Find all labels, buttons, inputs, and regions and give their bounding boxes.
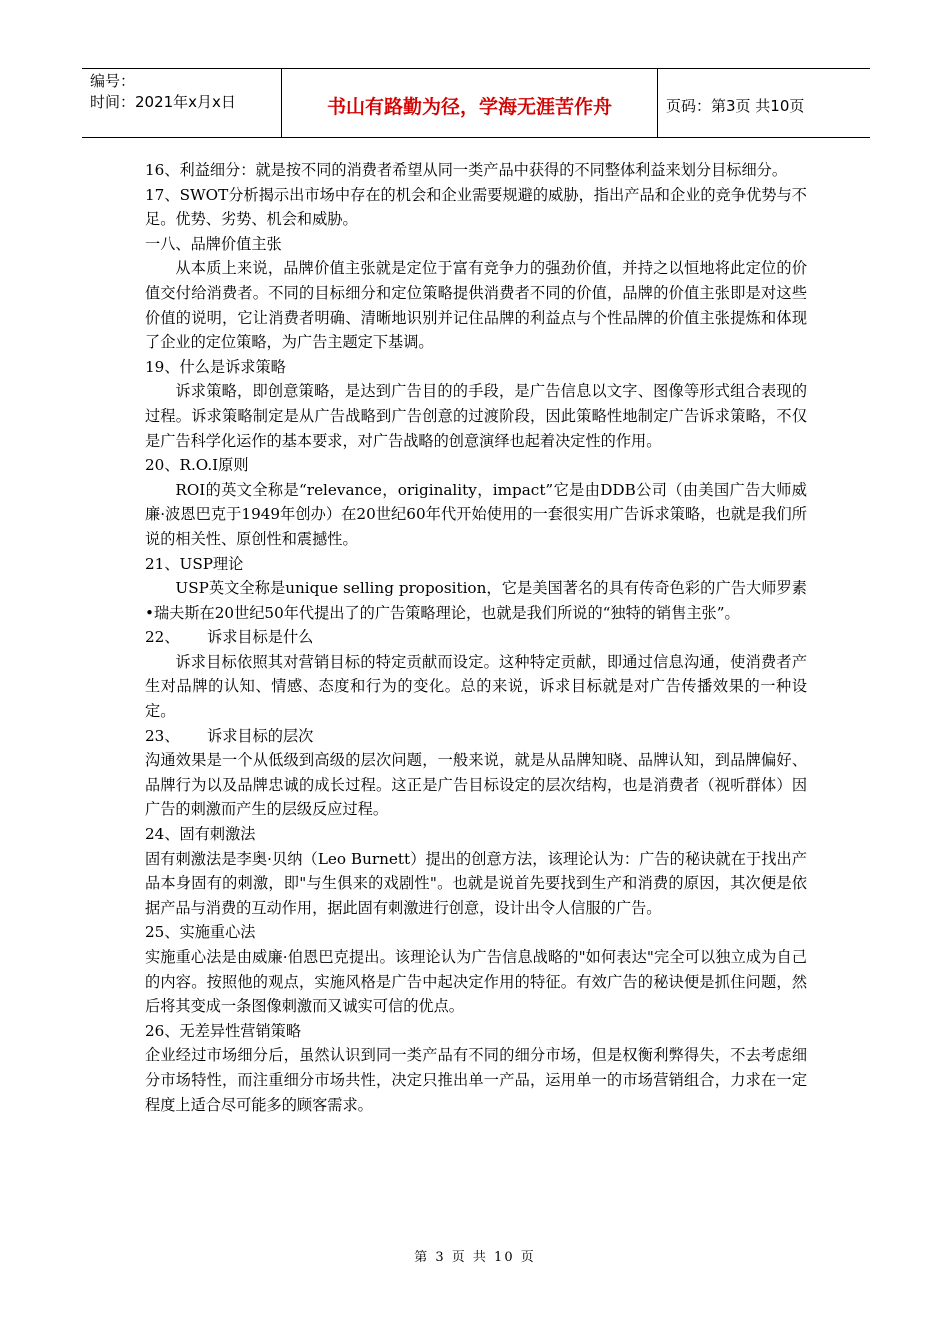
document-body	[145, 158, 807, 1117]
heading-23-number: 23、	[145, 726, 180, 745]
paragraph-25-body: 实施重心法是由威廉·伯恩巴克提出。该理论认为广告信息战略的"如何表达"完全可以独立成为自己的内容。按照他的观点，实施风格是广告中起决定作用的特征。有效广告的秘诀便是抓住问题，然后将其变成一条图像刺激而又诚实可信的优点。	[145, 948, 807, 1016]
paragraph-23-body: 沟通效果是一个从低级到高级的层次问题，一般来说，就是从品牌知晓、品牌认知，到品牌偏好、品牌行为以及品牌忠诚的成长过程。这正是广告目标设定的层次结构，也是消费者（视听群体）因广告的刺激而产生的层级反应过程。	[145, 751, 807, 819]
page-footer: 第 3 页 共 10 页	[414, 1250, 536, 1265]
header-page-number: 页码：第3页 共10页	[666, 96, 805, 115]
heading-18: 一八、品牌价值主张	[145, 234, 282, 253]
heading-20: 20、R.O.I原则	[145, 456, 249, 475]
paragraph-16: 16、利益细分：就是按不同的消费者希望从同一类产品中获得的不同整体利益来划分目标细分。	[145, 161, 788, 179]
paragraph-17: 17、SWOT分析揭示出市场中存在的机会和企业需要规避的威胁，指出产品和企业的竞争优势与不足。优势、劣势、机会和威胁。	[145, 185, 807, 229]
paragraph-18-body: 从本质上来说，品牌价值主张就是定位于富有竞争力的强劲价值，并持之以恒地将此定位的价值交付给消费者。不同的目标细分和定位策略提供消费者不同的价值，品牌的价值主张即是对这些价值的说明，它让消费者明确、清晰地识别并记住品牌的利益点与个性品牌的价值主张提炼和体现了企业的定位策略，为广告主题定下基调。	[145, 259, 807, 352]
page-header	[82, 68, 870, 138]
heading-19: 19、什么是诉求策略	[145, 357, 286, 376]
paragraph-20-body: ROI的英文全称是“relevance，originality，impact”它是由DDB公司（由美国广告大师威廉·波恩巴克于1949年创办）在20世纪60年代开始使用的一套很实用广告诉求策略，也就是我们所说的相关性、原创性和震撼性。	[145, 480, 807, 548]
heading-22-text: 诉求目标是什么	[207, 628, 314, 647]
paragraph-26-body: 企业经过市场细分后，虽然认识到同一类产品有不同的细分市场，但是权衡利弊得失，不去考虑细分市场特性，而注重细分市场共性，决定只推出单一产品，运用单一的市场营销组合，力求在一定程度上适合尽可能多的顾客需求。	[145, 1046, 807, 1114]
heading-26: 26、无差异性营销策略	[145, 1021, 302, 1040]
paragraph-22-body: 诉求目标依照其对营销目标的特定贡献而设定。这种特定贡献，即通过信息沟通，使消费者产生对品牌的认知、情感、态度和行为的变化。总的来说，诉求目标就是对广告传播效果的一种设定。	[145, 652, 807, 721]
heading-23-text: 诉求目标的层次	[207, 726, 314, 745]
heading-22-number: 22、	[145, 628, 180, 647]
paragraph-19-body: 诉求策略，即创意策略，是达到广告目的的手段，是广告信息以文字、图像等形式组合表现的过程。诉求策略制定是从广告战略到广告创意的过渡阶段，因此策略性地制定广告诉求策略，不仅是广告科学化运作的基本要求，对广告战略的创意演绎也起着决定性的作用。	[145, 382, 807, 450]
document-date: 时间：2021年x月x日	[90, 93, 236, 111]
header-meta	[82, 69, 282, 137]
paragraph-24-body: 固有刺激法是李奥·贝纳（Leo Burnett）提出的创意方法，该理论认为：广告的秘诀就在于找出产品本身固有的刺激，即"与生俱来的戏剧性"。也就是说首先要找到生产和消费的原因，其次便是依据产品与消费的互动作用，据此固有刺激进行创意，设计出令人信服的广告。	[145, 849, 807, 917]
document-number: 编号：	[90, 72, 136, 90]
heading-24: 24、固有刺激法	[145, 825, 256, 844]
heading-25: 25、实施重心法	[145, 923, 256, 942]
heading-23	[145, 724, 807, 749]
heading-22	[145, 625, 807, 650]
paragraph-21-body: USP英文全称是unique selling proposition，它是美国著名的具有传奇色彩的广告大师罗素•瑞夫斯在20世纪50年代提出了的广告策略理论，也就是我们所说的“独特的销售主张”。	[145, 579, 807, 622]
heading-21: 21、USP理论	[145, 554, 244, 573]
header-motto: 书山有路勤为径，学海无涯苦作舟	[282, 69, 658, 137]
